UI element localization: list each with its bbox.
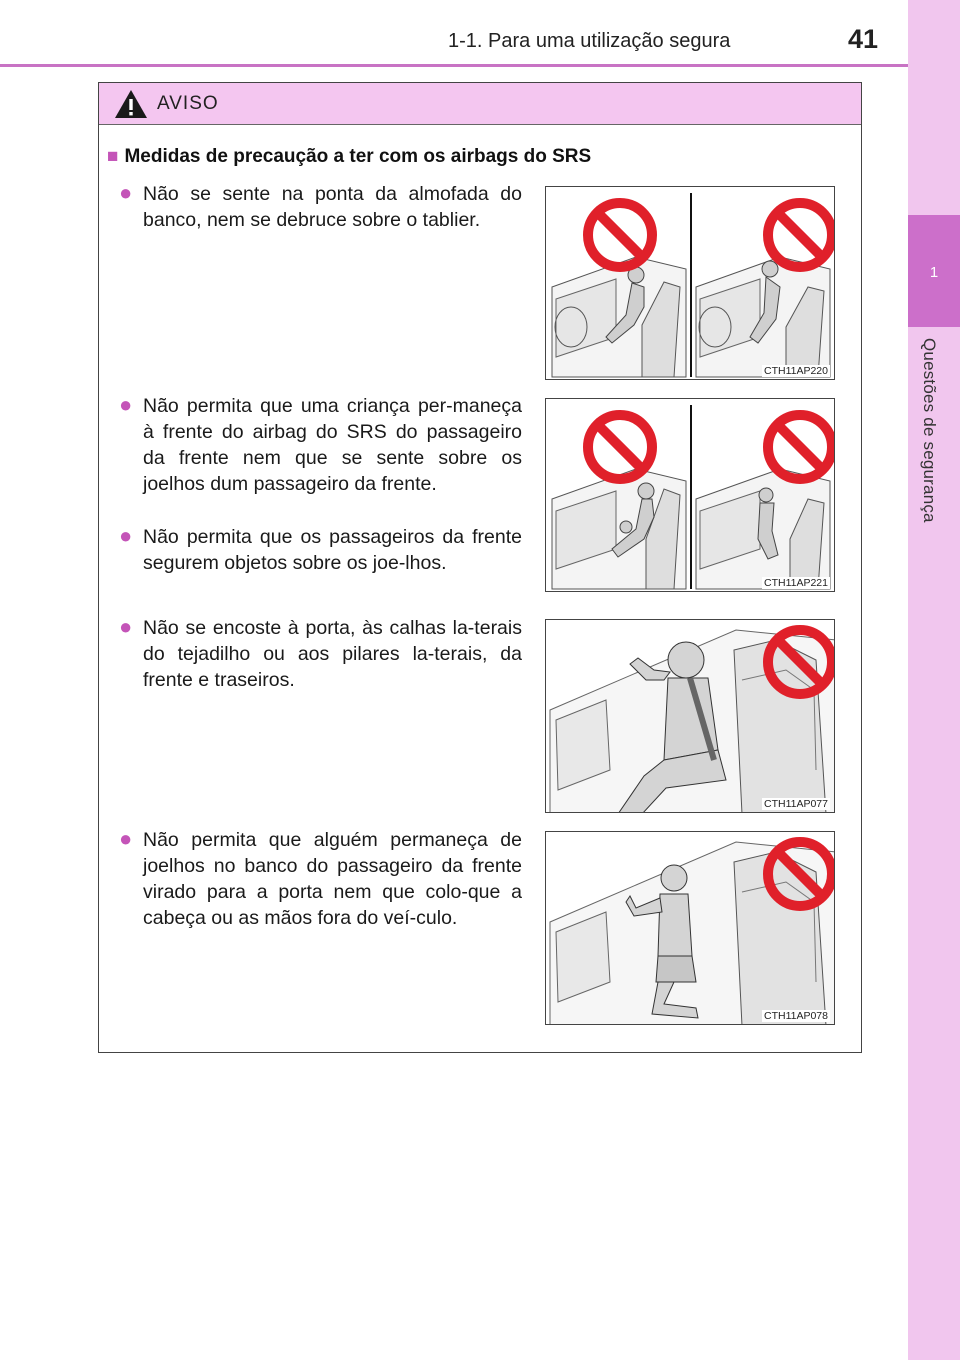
bullet-dot-icon: ● <box>119 826 133 851</box>
header-divider <box>0 64 908 67</box>
bullet-text: Não permita que os passageiros da frente segurem objetos sobre os joe-lhos. <box>143 526 522 574</box>
warning-box <box>98 82 862 1053</box>
warning-triangle-icon <box>113 88 149 120</box>
bullet-dot-icon: ● <box>119 392 133 417</box>
car-interior-illustration <box>546 832 835 1025</box>
prohibition-sign-icon <box>588 415 652 479</box>
figure-code: CTH11AP220 <box>763 365 828 377</box>
page-number: 41 <box>848 24 879 54</box>
section-heading <box>107 146 591 168</box>
section-heading-text: Medidas de precaução a ter com os airbags do SRS <box>124 146 592 167</box>
bullet-item <box>119 393 522 497</box>
bullet-dot-icon: ● <box>119 523 133 548</box>
car-interior-illustration <box>546 620 835 813</box>
bullet-item <box>119 181 522 233</box>
figure-code: CTH11AP221 <box>763 577 828 589</box>
figure-code: CTH11AP078 <box>763 1010 828 1022</box>
bullet-text: Não se sente na ponta da almofada do banco, nem se debruce sobre o tablier. <box>143 183 522 231</box>
prohibition-sign-icon <box>588 203 652 267</box>
prohibition-sign-icon <box>768 203 832 267</box>
bullet-dot-icon: ● <box>119 614 133 639</box>
illustration-kneeling-on-seat <box>545 831 835 1025</box>
bullet-text: Não permita que alguém permaneça de joelhos no banco do passageiro da frente virado para a porta nem que colo-que a cabeça ou as mãos fora do veí-culo. <box>143 829 522 929</box>
square-bullet-icon: ■ <box>107 146 119 167</box>
illustration-sitting-on-seat-edge <box>545 186 835 380</box>
illustration-child-in-front <box>545 398 835 592</box>
chapter-number: 1 <box>929 264 939 281</box>
warning-label: AVISO <box>157 93 219 114</box>
illustration-leaning-on-door <box>545 619 835 813</box>
chapter-title: Questões de segurança <box>920 338 939 523</box>
bullet-dot-icon: ● <box>119 180 133 205</box>
bullet-item <box>119 524 522 576</box>
bullet-item <box>119 615 522 693</box>
bullet-text: Não se encoste à porta, às calhas la-terais do tejadilho ou aos pilares la-terais, da frente e traseiros. <box>143 617 522 691</box>
bullet-text: Não permita que uma criança per-maneça à frente do airbag do SRS do passageiro da frente nem que se sente sobre os joelhos dum passageiro da frente. <box>143 395 522 495</box>
side-chapter-tab <box>908 0 960 1360</box>
prohibition-sign-icon <box>768 415 832 479</box>
header-section-title: 1-1. Para uma utilização segura <box>448 30 731 52</box>
bullet-item <box>119 827 522 931</box>
figure-code: CTH11AP077 <box>763 798 828 810</box>
car-interior-illustration <box>546 399 835 592</box>
warning-header <box>99 83 861 125</box>
car-interior-illustration <box>546 187 835 380</box>
